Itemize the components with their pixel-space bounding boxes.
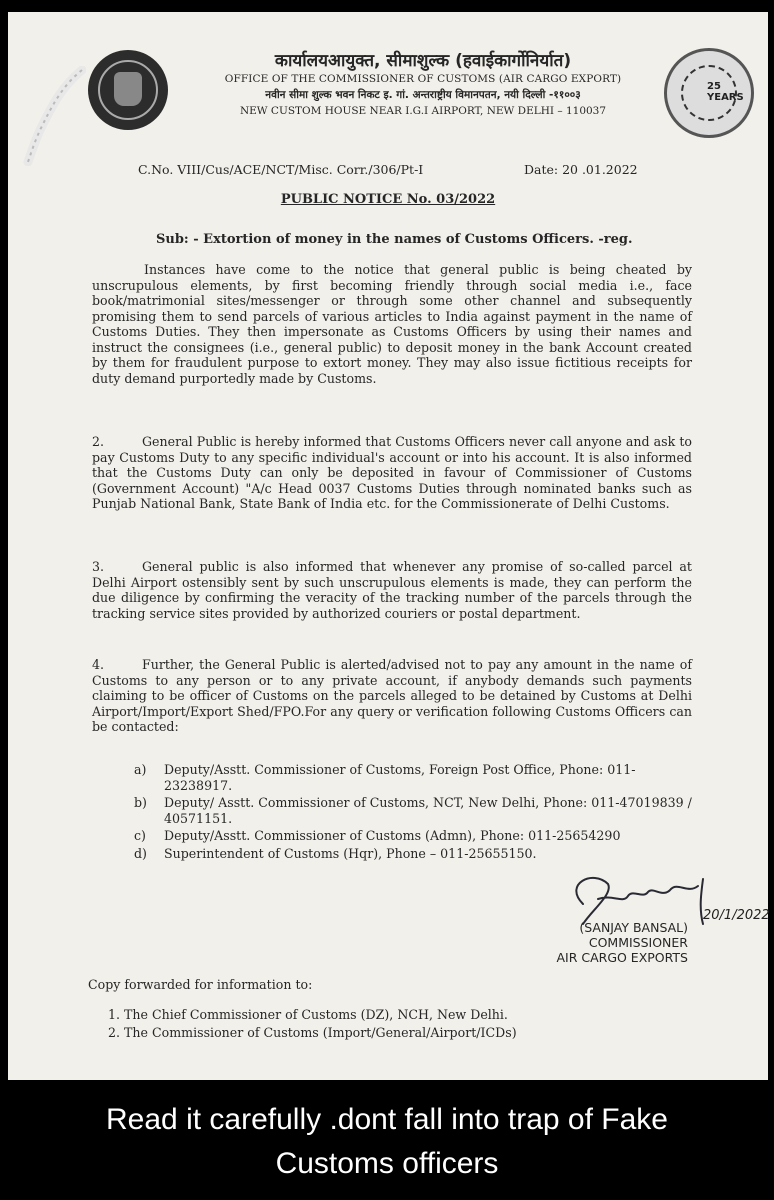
paragraph-text: Further, the General Public is alerted/advised not to pay any amount in the name of Customs to any person or to any private account, if anybody demands such payments claiming to be officer of Customs on the parcels alleged to be detained by Customs at Delhi Airport/Import/Export Shed/FPO.For any query or verification following Customs Officers can be contacted: [92, 657, 692, 734]
contact-list [134, 762, 694, 863]
signatory-office: AIR CARGO EXPORTS [556, 950, 688, 965]
notice-document [8, 12, 768, 1080]
paragraph-number: 3. [92, 559, 105, 574]
paragraph-number: 4. [92, 657, 105, 672]
signatory-designation: COMMISSIONER [588, 935, 688, 950]
customs-emblem-logo [88, 50, 168, 130]
letterhead [8, 12, 768, 152]
list-item-text: Deputy/ Asstt. Commissioner of Customs, NCT, New Delhi, Phone: 011-47019839 / 40571151. [164, 795, 692, 826]
rope-tassel-icon [22, 66, 86, 166]
list-item [134, 828, 694, 844]
notice-date: Date: 20 .01.2022 [524, 162, 638, 177]
list-item-text: Deputy/Asstt. Commissioner of Customs, Foreign Post Office, Phone: 011-23238917. [164, 762, 636, 793]
reference-number: C.No. VIII/Cus/ACE/NCT/Misc. Corr./306/Pt-I [138, 162, 424, 177]
paragraph-text: General public is also informed that whenever any promise of so-called parcel at Delhi Airport ostensibly sent by such unscrupulous elements is made, they can perform the due diligence by confirming the veracity of the tracking number of the parcels through the tracking service sites provided by authorized couriers or postal department. [92, 559, 692, 621]
office-address-english: NEW CUSTOM HOUSE NEAR I.G.I AIRPORT, NEW DELHI – 110037 [239, 105, 607, 117]
list-item [134, 762, 694, 793]
paragraph-2 [92, 434, 692, 512]
copy-forwarded-list [108, 1007, 517, 1043]
paragraph-4 [92, 657, 692, 735]
paragraph-3 [92, 559, 692, 621]
caption-line-1: Read it carefully .dont fall into trap of Fake [106, 1103, 668, 1136]
signatory-name: (SANJAY BANSAL) [579, 920, 688, 935]
list-item-text: Superintendent of Customs (Hqr), Phone – 011-25655150. [164, 845, 537, 861]
list-marker: d) [134, 845, 147, 861]
notice-title: PUBLIC NOTICE No. 03/2022 [280, 192, 496, 207]
list-item: 2. The Commissioner of Customs (Import/General/Airport/ICDs) [108, 1025, 517, 1040]
caption-line-2: Customs officers [275, 1147, 499, 1180]
office-title-english: OFFICE OF THE COMMISSIONER OF CUSTOMS (AIR CARGO EXPORT) [224, 73, 622, 85]
list-marker: a) [134, 762, 147, 777]
anniversary-logo-text: 25 YEARS [707, 81, 744, 103]
image-caption [0, 1098, 774, 1186]
paragraph-1: Instances have come to the notice that general public is being cheated by unscrupulous elements, by first becoming friendly through social media i.e., face book/matrimonial sites/messenger or through some other channel and subsequently promising them to send parcels of various articles to India against payment in the name of Customs Duties. They then impersonate as Customs Officers by using their names and instruct the consignees (i.e., general public) to deposit money in the bank Account created by them for fraudulent purpose to extort money. They may also issue fictitious receipts for duty demand purportedly made by Customs. [92, 262, 692, 386]
list-item [134, 795, 694, 826]
list-item [134, 846, 694, 862]
anniversary-logo [664, 48, 754, 138]
list-item: 1. The Chief Commissioner of Customs (DZ), NCH, New Delhi. [108, 1007, 508, 1022]
notice-subject: Sub: - Extortion of money in the names of Customs Officers. -reg. [156, 232, 633, 247]
copy-forwarded-heading: Copy forwarded for information to: [88, 977, 313, 992]
signatory-block [528, 920, 688, 965]
paragraph-number: 2. [92, 434, 105, 449]
signature-date: 20/1/2022 [703, 908, 770, 923]
list-marker: c) [134, 828, 146, 843]
list-marker: b) [134, 795, 147, 810]
office-title-hindi: कार्यालयआयुक्त, सीमाशुल्क (हवाईकार्गोनिर्यात) [274, 51, 572, 71]
list-item-text: Deputy/Asstt. Commissioner of Customs (Admn), Phone: 011-25654290 [164, 828, 621, 843]
paragraph-text: General Public is hereby informed that Customs Officers never call anyone and ask to pay Customs Duty to any specific individual's account or into his account. It is also informed that the Customs Duty can only be deposited in favour of Commissioner of Customs (Government Account) "A/c Head 0037 Customs Duties through nominated banks such as Punjab National Bank, State Bank of India etc. for the Commissionerate of Delhi Customs. [92, 434, 692, 511]
office-address-hindi: नवीन सीमा शुल्क भवन निकट इ. गां. अन्तराष्ट्रीय विमानपतन, नयी दिल्ली -११००३ [265, 89, 581, 101]
